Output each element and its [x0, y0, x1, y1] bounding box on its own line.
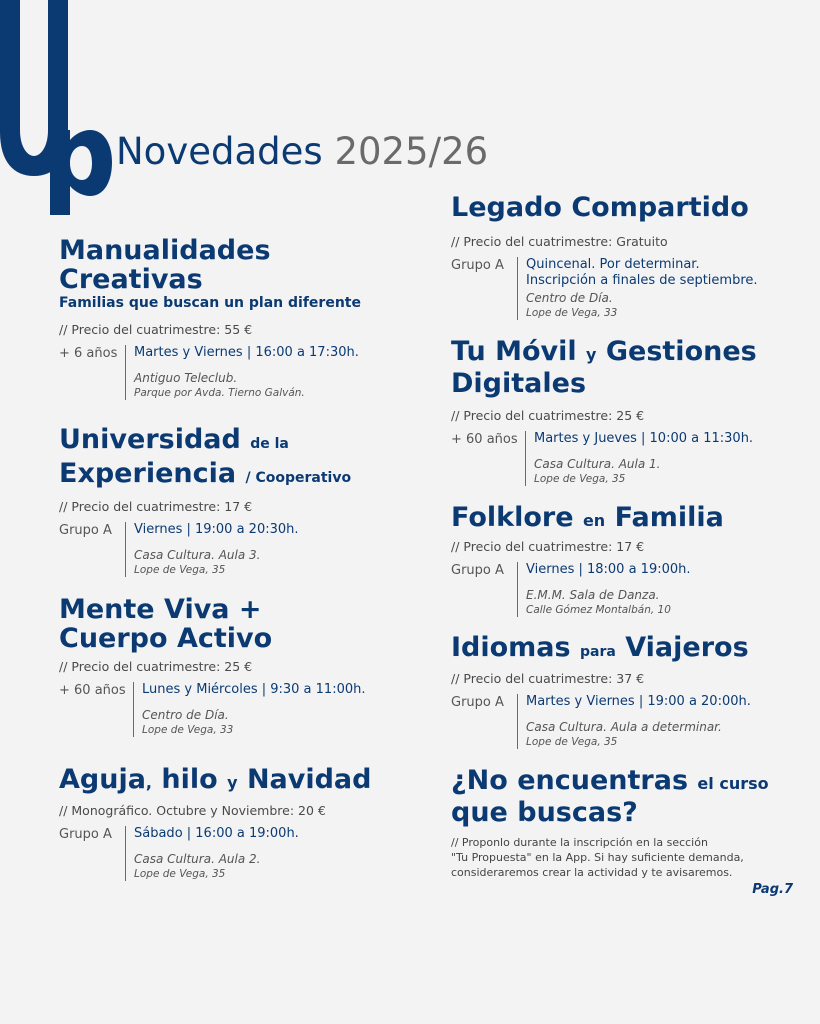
course-address: Lope de Vega, 35 — [134, 868, 226, 880]
course-place: Casa Cultura. Aula 3. — [134, 548, 261, 562]
course-folklore — [451, 503, 724, 617]
course-schedule: Viernes | 18:00 a 19:00h. — [526, 562, 691, 577]
course-group: Grupo A — [451, 258, 504, 273]
course-price: // Precio del cuatrimestre: 25 € — [451, 408, 645, 423]
course-group: Grupo A — [59, 523, 112, 538]
up-logo — [0, 0, 120, 215]
course-schedule: Martes y Jueves | 10:00 a 11:30h. — [534, 431, 754, 446]
course-suggestion — [451, 766, 791, 880]
course-place: Casa Cultura. Aula 1. — [534, 457, 661, 471]
course-schedule-row — [59, 522, 351, 577]
course-schedule: Martes y Viernes | 19:00 a 20:00h. — [526, 694, 751, 709]
course-title-2: Experiencia / Cooperativo — [59, 458, 352, 489]
title-year: 2025/26 — [334, 130, 489, 173]
course-schedule-row — [59, 682, 366, 737]
note-line-2: "Tu Propuesta" en la App. Si hay suficiente demanda, — [451, 851, 744, 864]
course-detail — [517, 562, 691, 617]
course-aguja-hilo — [59, 765, 371, 881]
course-schedule-row — [59, 345, 361, 400]
course-title: Legado Compartido — [451, 192, 749, 223]
course-title-2: Cuerpo Activo — [59, 623, 273, 654]
course-legado — [451, 193, 758, 320]
course-subtitle: Familias que buscan un plan diferente — [59, 295, 361, 311]
course-place: Casa Cultura. Aula 2. — [134, 852, 261, 866]
course-detail — [133, 682, 366, 737]
course-title: Tu Móvil y Gestiones — [451, 336, 757, 367]
course-price: // Precio del cuatrimestre: 25 € — [59, 659, 253, 674]
course-place: Casa Cultura. Aula a determinar. — [526, 720, 722, 734]
course-address: Lope de Vega, 35 — [526, 736, 618, 748]
course-price: // Precio del cuatrimestre: 17 € — [59, 499, 253, 514]
course-detail — [125, 345, 359, 400]
course-address: Lope de Vega, 35 — [134, 564, 226, 576]
page-title — [116, 130, 488, 173]
note-line-3: consideraremos crear la actividad y te avisaremos. — [451, 866, 733, 879]
course-detail — [125, 522, 299, 577]
course-schedule-row — [451, 431, 757, 486]
course-group: Grupo A — [59, 827, 112, 842]
course-group: + 6 años — [59, 346, 118, 361]
course-universidad — [59, 425, 351, 577]
course-title: ¿No encuentras el curso — [451, 765, 769, 796]
course-title: Folklore en Familia — [451, 502, 724, 533]
course-detail — [517, 694, 751, 749]
course-title: Manualidades — [59, 235, 271, 266]
course-schedule-row — [59, 826, 371, 881]
course-schedule-2: Inscripción a finales de septiembre. — [526, 273, 758, 288]
course-schedule-row — [451, 562, 724, 617]
course-place: Antiguo Teleclub. — [134, 371, 238, 385]
course-schedule-row — [451, 257, 758, 320]
course-detail — [517, 257, 758, 320]
course-detail — [125, 826, 299, 881]
course-manualidades — [59, 236, 361, 400]
course-schedule: Quincenal. Por determinar. — [526, 257, 700, 272]
course-detail — [525, 431, 753, 486]
course-mente-viva — [59, 595, 366, 737]
course-group: Grupo A — [451, 695, 504, 710]
course-schedule: Lunes y Miércoles | 9:30 a 11:00h. — [142, 682, 366, 697]
course-tu-movil — [451, 337, 757, 486]
course-title-2: Digitales — [451, 368, 587, 399]
course-place: Centro de Día. — [142, 708, 229, 722]
course-schedule: Sábado | 16:00 a 19:00h. — [134, 826, 299, 841]
note-line-1: // Proponlo durante la inscripción en la sección — [451, 836, 708, 849]
course-address: Lope de Vega, 33 — [526, 307, 618, 319]
course-address: Parque por Avda. Tierno Galván. — [134, 387, 305, 399]
course-title: Universidad de la — [59, 424, 289, 455]
page-number: Pag.7 — [752, 882, 793, 897]
course-title-2: que buscas? — [451, 797, 638, 828]
course-title: Aguja, hilo y Navidad — [59, 764, 372, 795]
course-group: + 60 años — [451, 432, 518, 447]
course-title-2: Creativas — [59, 264, 203, 295]
course-group: Grupo A — [451, 563, 504, 578]
course-place: Centro de Día. — [526, 291, 613, 305]
course-title: Idiomas para Viajeros — [451, 632, 749, 663]
course-address: Calle Gómez Montalbán, 10 — [526, 604, 671, 616]
course-address: Lope de Vega, 33 — [142, 724, 234, 736]
title-text: Novedades — [116, 130, 323, 173]
course-group: + 60 años — [59, 683, 126, 698]
course-schedule: Viernes | 19:00 a 20:30h. — [134, 522, 299, 537]
course-price: // Monográfico. Octubre y Noviembre: 20 € — [59, 803, 326, 818]
course-idiomas — [451, 633, 751, 749]
course-schedule: Martes y Viernes | 16:00 a 17:30h. — [134, 345, 359, 360]
course-price: // Precio del cuatrimestre: Gratuito — [451, 234, 668, 249]
course-address: Lope de Vega, 35 — [534, 473, 626, 485]
course-price: // Precio del cuatrimestre: 55 € — [59, 322, 253, 337]
course-place: E.M.M. Sala de Danza. — [526, 588, 660, 602]
course-price: // Precio del cuatrimestre: 17 € — [451, 539, 645, 554]
course-title: Mente Viva + — [59, 594, 262, 625]
course-price: // Precio del cuatrimestre: 37 € — [451, 671, 645, 686]
course-schedule-row — [451, 694, 751, 749]
suggestion-note — [451, 835, 791, 880]
